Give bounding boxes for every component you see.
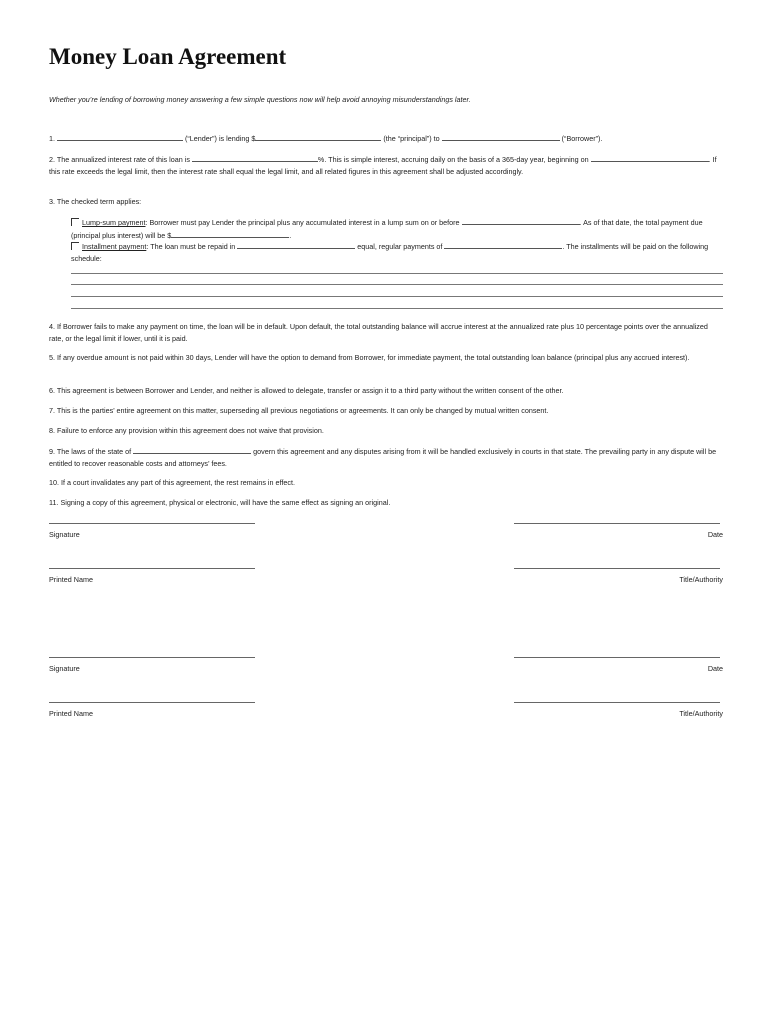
installment-text-a: : The loan must be repaid in	[146, 242, 236, 251]
installment-label: Installment payment	[82, 242, 147, 251]
schedule-line[interactable]	[71, 284, 723, 285]
clause-1	[49, 132, 723, 145]
loan-amount-field[interactable]	[255, 132, 381, 141]
document-title: Money Loan Agreement	[49, 44, 287, 69]
interest-rate-field[interactable]	[192, 153, 318, 162]
schedule-line[interactable]	[71, 273, 723, 274]
lump-sum-checkbox[interactable]	[71, 218, 79, 226]
clause-2-text-a: 2. The annualized interest rate of this loan is	[49, 155, 190, 164]
title-authority-line[interactable]	[514, 568, 720, 569]
installment-text-c: . The installments will be paid on the following schedule:	[71, 242, 709, 263]
clause-6: 6. This agreement is between Borrower and Lender, and neither is allowed to delegate, transfer or assign it to a third party without the written consent of the other.	[49, 386, 564, 395]
clause-2	[49, 153, 723, 177]
clause-8: 8. Failure to enforce any provision within this agreement does not waive that provision.	[49, 426, 324, 435]
clause-9-text-a: 9. The laws of the state of	[49, 447, 132, 456]
lump-sum-label: Lump-sum payment	[82, 218, 146, 227]
clause-3-intro: 3. The checked term applies:	[49, 197, 142, 206]
installment-text-b: equal, regular payments of	[357, 242, 443, 251]
signature-label: Signature	[49, 530, 80, 539]
schedule-line[interactable]	[71, 296, 723, 297]
clause-1-lender-text: (“Lender”) is lending $	[185, 134, 256, 143]
lump-sum-date-field[interactable]	[462, 216, 580, 225]
clause-2-text-c: . If this rate exceeds the legal limit, then the interest rate shall equal the legal limit, and all related figures in this agreement shall be adjusted accordingly.	[49, 155, 717, 176]
printed-name-label: Printed Name	[49, 575, 93, 584]
printed-name-line[interactable]	[49, 702, 255, 703]
date-line[interactable]	[514, 657, 720, 658]
interest-start-date-field[interactable]	[591, 153, 709, 162]
signature-line[interactable]	[49, 523, 255, 524]
intro-text: Whether you’re lending of borrowing money answering a few simple questions now will help avoid annoying misunderstandings later.	[49, 95, 471, 104]
clause-5: 5. If any overdue amount is not paid within 30 days, Lender will have the option to demand from Borrower, for immediate payment, the total outstanding loan balance (principal plus any accrued interest).	[49, 353, 690, 362]
title-authority-line[interactable]	[514, 702, 720, 703]
clause-9-text-b: govern this agreement and any disputes arising from it will be handled exclusively in courts in that state. The prevailing party in any dispute will be entitled to recover reasonable costs and attorneys’ fees.	[49, 447, 717, 468]
governing-state-field[interactable]	[133, 445, 251, 454]
lender-name-field[interactable]	[57, 132, 183, 141]
lump-sum-text-a: : Borrower must pay Lender the principal plus any accumulated interest in a lump sum on or before	[145, 218, 460, 227]
lump-sum-text-b: . As of that date, the total payment due (principal plus interest) will be $	[71, 218, 703, 240]
schedule-line[interactable]	[71, 308, 723, 309]
clause-9	[49, 445, 723, 469]
printed-name-label: Printed Name	[49, 709, 93, 718]
clause-7: 7. This is the parties’ entire agreement on this matter, superseding all previous negotiations or agreements. It can only be changed by mutual written consent.	[49, 406, 549, 415]
clause-10: 10. If a court invalidates any part of this agreement, the rest remains in effect.	[49, 478, 295, 487]
installment-amount-field[interactable]	[444, 240, 562, 249]
installment-option	[71, 240, 723, 264]
title-authority-label: Title/Authority	[679, 575, 723, 584]
lump-sum-text-c: .	[289, 230, 292, 240]
clause-11: 11. Signing a copy of this agreement, physical or electronic, will have the same effect as signing an original.	[49, 498, 391, 507]
installment-count-field[interactable]	[237, 240, 355, 249]
borrower-name-field[interactable]	[442, 132, 560, 141]
clause-1-principal-text: (the “principal”) to	[383, 134, 440, 143]
date-line[interactable]	[514, 523, 720, 524]
date-label: Date	[707, 664, 723, 673]
printed-name-line[interactable]	[49, 568, 255, 569]
installment-checkbox[interactable]	[71, 242, 79, 250]
title-authority-label: Title/Authority	[679, 709, 723, 718]
lump-sum-total-field[interactable]	[171, 229, 292, 240]
signature-label: Signature	[49, 664, 80, 673]
clause-2-text-b: %. This is simple interest, accruing daily on the basis of a 365-day year, beginning on	[317, 155, 589, 164]
clause-1-borrower-text: (“Borrower”).	[561, 134, 603, 143]
date-label: Date	[707, 530, 723, 539]
lump-sum-option	[71, 216, 723, 241]
signature-line[interactable]	[49, 657, 255, 658]
clause-4: 4. If Borrower fails to make any payment on time, the loan will be in default. Upon default, the total outstanding balance will accrue interest at the annualized rate plus 10 percentage points over the annualized rate, or the legal limit if lower, until it is paid.	[49, 322, 708, 343]
clause-1-number: 1.	[49, 134, 55, 143]
